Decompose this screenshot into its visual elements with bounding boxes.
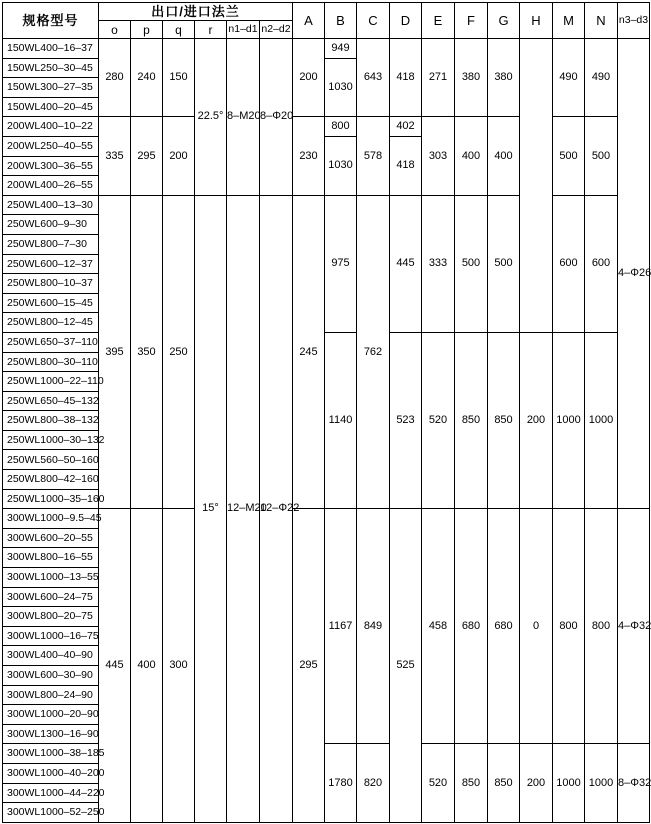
- cell-q: 150: [163, 39, 195, 117]
- table-row-model: 150WL250–30–45: [3, 58, 99, 78]
- table-row-model: 250WL600–9–30: [3, 215, 99, 235]
- table-row-model: 250WL1000–22–110: [3, 372, 99, 392]
- table-row-model: 250WL1000–35–160: [3, 489, 99, 509]
- table-row-model: 250WL560–50–160: [3, 450, 99, 470]
- cell-g: 680: [488, 509, 520, 744]
- cell-d: 418: [390, 39, 422, 117]
- cell-p: 240: [131, 39, 163, 117]
- cell-p: 295: [131, 117, 163, 195]
- header-e: E: [422, 3, 455, 39]
- table-row-model: 250WL600–12–37: [3, 254, 99, 274]
- cell-m: 1000: [553, 744, 585, 822]
- cell-b: 1780: [325, 744, 357, 822]
- cell-b: 800: [325, 117, 357, 137]
- cell-a: 200: [293, 39, 325, 117]
- pump-dimension-table: [2, 2, 650, 823]
- header-n2d2: n2–d2: [260, 21, 293, 39]
- table-row-model: 250WL400–13–30: [3, 195, 99, 215]
- table-row-model: 250WL650–45–132: [3, 391, 99, 411]
- cell-r: 22.5°: [195, 39, 227, 196]
- cell-e: 520: [422, 744, 455, 822]
- table-row-model: 300WL800–16–55: [3, 548, 99, 568]
- table-row-model: 300WL600–24–75: [3, 587, 99, 607]
- cell-n: 500: [585, 117, 618, 195]
- cell-d: 523: [390, 332, 422, 508]
- table-row-model: 300WL1000–13–55: [3, 568, 99, 588]
- header-a: A: [293, 3, 325, 39]
- cell-n3d3: 8–Φ32: [618, 744, 650, 822]
- table-row-model: 300WL1000–38–185: [3, 744, 99, 764]
- table-row-model: 250WL600–15–45: [3, 293, 99, 313]
- cell-a: 245: [293, 195, 325, 509]
- cell-g: 400: [488, 117, 520, 195]
- table-row-model: 250WL800–10–37: [3, 274, 99, 294]
- cell-e: 333: [422, 195, 455, 332]
- cell-n: 1000: [585, 332, 618, 508]
- header-m: M: [553, 3, 585, 39]
- cell-a: 295: [293, 509, 325, 823]
- table-row-model: 200WL300–36–55: [3, 156, 99, 176]
- header-b: B: [325, 3, 357, 39]
- table-row-model: 250WL650–37–110: [3, 332, 99, 352]
- cell-h: 200: [520, 332, 553, 508]
- cell-b: 975: [325, 195, 357, 332]
- cell-d: 402: [390, 117, 422, 137]
- cell-m: 1000: [553, 332, 585, 508]
- table-row-model: 300WL1000–52–250: [3, 803, 99, 823]
- cell-e: 458: [422, 509, 455, 744]
- header-model: 规格型号: [3, 3, 99, 39]
- cell-q: 200: [163, 117, 195, 195]
- table-row-model: 300WL1000–20–90: [3, 705, 99, 725]
- cell-f: 850: [455, 744, 488, 822]
- table-row-model: 300WL1000–9.5–45: [3, 509, 99, 529]
- cell-h: 0: [520, 509, 553, 744]
- cell-g: 500: [488, 195, 520, 332]
- cell-d: 445: [390, 195, 422, 332]
- cell-e: 520: [422, 332, 455, 508]
- header-flange: 出口/进口法兰: [99, 3, 293, 21]
- header-q: q: [163, 21, 195, 39]
- cell-c: 820: [357, 744, 390, 822]
- cell-o: 335: [99, 117, 131, 195]
- cell-m: 500: [553, 117, 585, 195]
- table-row-model: 250WL800–30–110: [3, 352, 99, 372]
- cell-m: 800: [553, 509, 585, 744]
- cell-o: 280: [99, 39, 131, 117]
- cell-b: 1030: [325, 136, 357, 195]
- header-c: C: [357, 3, 390, 39]
- table-row-model: 200WL400–26–55: [3, 176, 99, 196]
- cell-g: 850: [488, 332, 520, 508]
- header-g: G: [488, 3, 520, 39]
- cell-r: 15°: [195, 195, 227, 822]
- cell-c: 578: [357, 117, 390, 195]
- table-row-model: 250WL1000–30–132: [3, 430, 99, 450]
- header-o: o: [99, 21, 131, 39]
- table-row-model: 200WL400–10–22: [3, 117, 99, 137]
- header-p: p: [131, 21, 163, 39]
- table-row-model: 200WL250–40–55: [3, 136, 99, 156]
- cell-c: 762: [357, 195, 390, 509]
- cell-e: 303: [422, 117, 455, 195]
- header-h: H: [520, 3, 553, 39]
- table-row-model: 300WL1000–40–200: [3, 763, 99, 783]
- table-row-model: 300WL1300–16–90: [3, 724, 99, 744]
- cell-f: 400: [455, 117, 488, 195]
- table-row-model: 150WL300–27–35: [3, 78, 99, 98]
- cell-a: 230: [293, 117, 325, 195]
- cell-n: 600: [585, 195, 618, 332]
- cell-h: 200: [520, 744, 553, 822]
- cell-p: 400: [131, 509, 163, 823]
- cell-c: 643: [357, 39, 390, 117]
- table-row-model: 250WL800–7–30: [3, 234, 99, 254]
- cell-c: 849: [357, 509, 390, 744]
- table-row-model: 300WL800–24–90: [3, 685, 99, 705]
- cell-n1d1: 12–M20: [227, 195, 260, 822]
- header-n3d3: n3–d3: [618, 3, 650, 39]
- table-row-model: 250WL800–42–160: [3, 470, 99, 490]
- cell-o: 395: [99, 195, 131, 509]
- table-row-model: 300WL600–30–90: [3, 666, 99, 686]
- table-row-model: 300WL600–20–55: [3, 528, 99, 548]
- cell-p: 350: [131, 195, 163, 509]
- cell-d: 525: [390, 509, 422, 823]
- cell-m: 600: [553, 195, 585, 332]
- cell-b: 949: [325, 39, 357, 59]
- cell-n3d3: 4–Φ26: [618, 39, 650, 509]
- cell-g: 850: [488, 744, 520, 822]
- table-row-model: 250WL800–38–132: [3, 411, 99, 431]
- cell-b: 1030: [325, 58, 357, 117]
- cell-e: 271: [422, 39, 455, 117]
- header-d: D: [390, 3, 422, 39]
- cell-m: 490: [553, 39, 585, 117]
- cell-n1d1: 8–M20: [227, 39, 260, 196]
- header-n1d1: n1–d1: [227, 21, 260, 39]
- table-row-model: 150WL400–16–37: [3, 39, 99, 59]
- cell-b: 1140: [325, 332, 357, 508]
- cell-o: 445: [99, 509, 131, 823]
- table-row-model: 300WL800–20–75: [3, 607, 99, 627]
- cell-g: 380: [488, 39, 520, 117]
- cell-n2d2: 12–Φ22: [260, 195, 293, 822]
- cell-b: 1167: [325, 509, 357, 744]
- cell-q: 300: [163, 509, 195, 823]
- table-row-model: 250WL800–12–45: [3, 313, 99, 333]
- header-r: r: [195, 21, 227, 39]
- cell-n3d3: 4–Φ32: [618, 509, 650, 744]
- header-n: N: [585, 3, 618, 39]
- table-row-model: 300WL1000–16–75: [3, 626, 99, 646]
- table-row-model: 300WL400–40–90: [3, 646, 99, 666]
- table-row-model: 300WL1000–44–220: [3, 783, 99, 803]
- cell-h-blank: [520, 39, 553, 333]
- cell-f: 500: [455, 195, 488, 332]
- cell-n: 1000: [585, 744, 618, 822]
- cell-d: 418: [390, 136, 422, 195]
- cell-f: 850: [455, 332, 488, 508]
- cell-q: 250: [163, 195, 195, 509]
- table-row-model: 150WL400–20–45: [3, 97, 99, 117]
- header-f: F: [455, 3, 488, 39]
- cell-f: 680: [455, 509, 488, 744]
- cell-n: 490: [585, 39, 618, 117]
- cell-f: 380: [455, 39, 488, 117]
- cell-n2d2: 8–Φ20: [260, 39, 293, 196]
- cell-n: 800: [585, 509, 618, 744]
